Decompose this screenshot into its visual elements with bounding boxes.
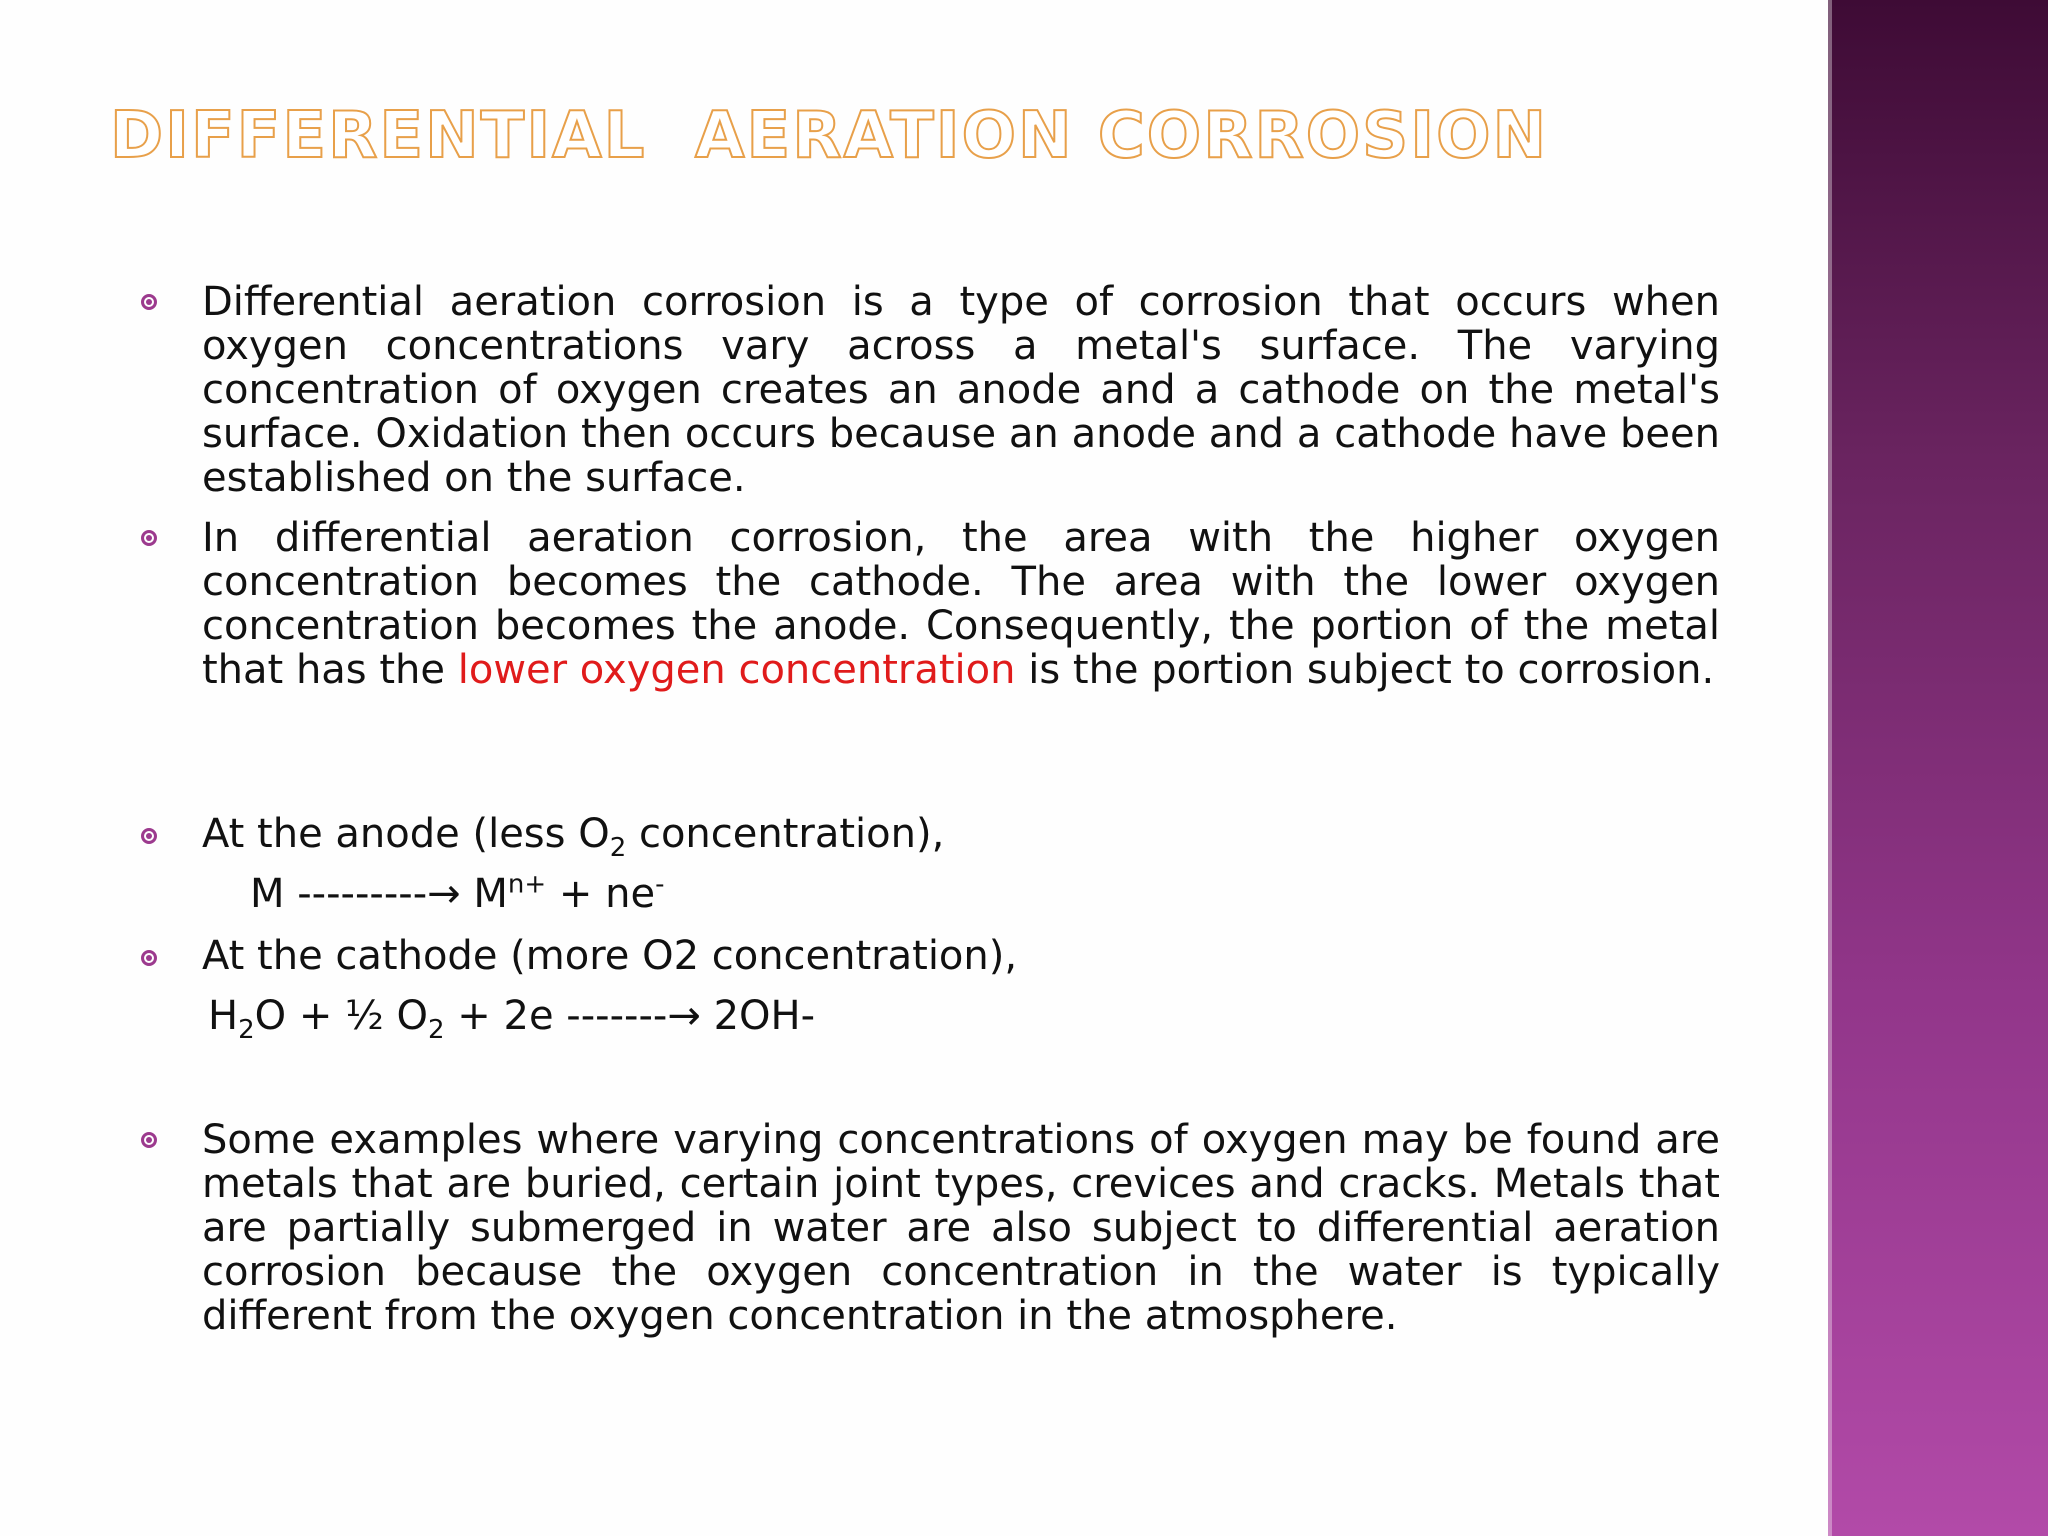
bullet-icon — [141, 950, 157, 966]
bullet-icon — [141, 294, 157, 310]
subscript: 2 — [609, 833, 627, 863]
paragraph-text: is the portion subject to corrosion. — [1015, 647, 1715, 693]
cathode-heading: At the cathode (more O2 concentration), — [202, 933, 1018, 979]
highlighted-phrase: lower oxygen concentration — [457, 647, 1016, 693]
cathode-equation: $H_2O$ + ½ $O_2 + 2e$ -------→ 2OH- — [208, 993, 816, 1045]
anode-heading: At the anode (less $O_2$ concentration), — [202, 811, 945, 863]
paragraph-text: In differential aeration corrosion, the area with the higher oxygen concentration becomes the cathode. The area with the lower oxygen concentration becomes the anode. Consequently, the portion of the metal that has the — [202, 515, 1720, 693]
bullet-paragraph-anode-cathode — [202, 516, 1720, 692]
subscript: 2 — [428, 1015, 445, 1045]
arrow-icon: → — [667, 993, 701, 1039]
subscript: 2 — [238, 1015, 255, 1045]
bullet-icon — [141, 530, 157, 546]
anode-equation: M ---------→ $M^{n+} + ne^-$ — [250, 869, 665, 917]
decorative-side-band — [1828, 0, 2048, 1536]
slide-title: DIFFERENTIAL AERATION CORROSION — [110, 99, 1549, 173]
superscript: n+ — [507, 869, 547, 900]
superscript: - — [655, 869, 665, 900]
bullet-icon — [141, 1132, 157, 1148]
arrow-icon: → — [427, 871, 461, 917]
bullet-icon — [141, 828, 157, 844]
bullet-paragraph-examples: Some examples where varying concentrations of oxygen may be found are metals that are buried, certain joint types, crevices and cracks. Metals that are partially submerged in water are also subject to differential aeration corrosion because the oxygen concentration in the water is typically different from the oxygen concentration in the atmosphere. — [202, 1117, 1720, 1339]
bullet-paragraph-definition: Differential aeration corrosion is a type of corrosion that occurs when oxygen concentrations vary across a metal's surface. The varying concentration of oxygen creates an anode and a cathode on the metal's surface. Oxidation then occurs because an anode and a cathode have been established on the surface. — [202, 279, 1720, 501]
